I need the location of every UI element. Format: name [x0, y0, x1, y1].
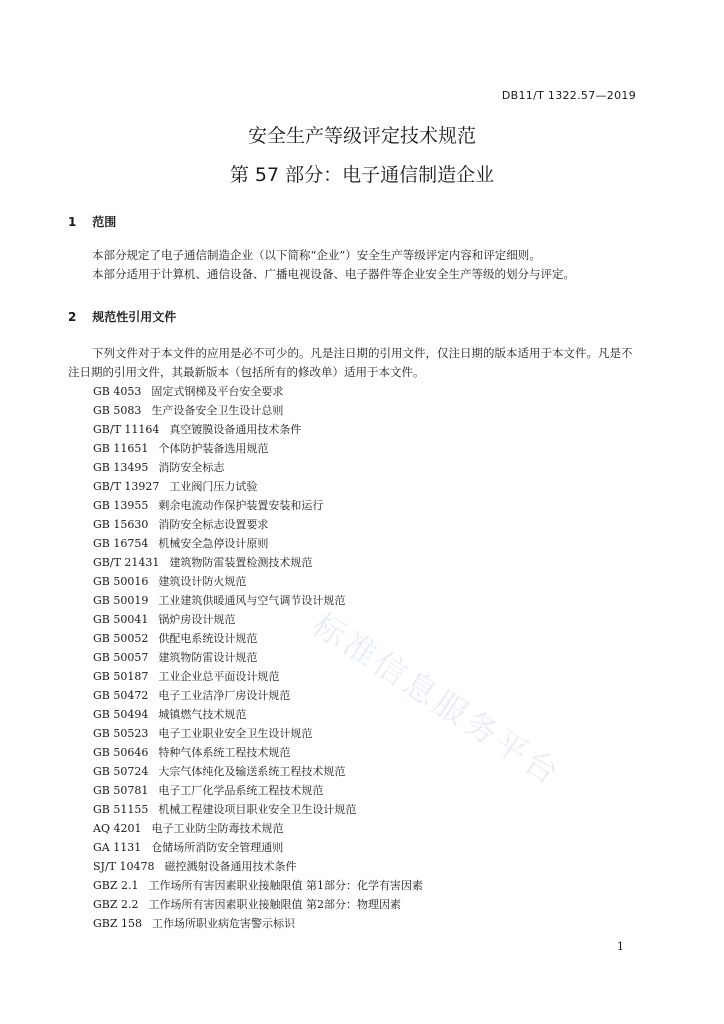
reference-title: 锅炉房设计规范 [158, 613, 236, 626]
reference-title: 大宗气体纯化及输送系统工程技术规范 [158, 765, 346, 778]
reference-code: GB 4053 [93, 385, 142, 398]
section-title: 规范性引用文件 [92, 310, 177, 324]
paragraph: 本部分规定了电子通信制造企业（以下简称“企业”）安全生产等级评定内容和评定细则。 [92, 248, 541, 262]
reference-item [93, 401, 633, 420]
reference-code: GB 50187 [93, 670, 149, 683]
reference-item [93, 838, 633, 857]
reference-code: GB 50646 [93, 746, 149, 759]
reference-code: GB 50041 [93, 613, 149, 626]
reference-code: AQ 4201 [93, 822, 142, 835]
page-number: 1 [617, 940, 624, 953]
section-heading-scope [68, 213, 116, 230]
reference-code: GB/T 11164 [93, 423, 160, 436]
reference-code: GB 11651 [93, 442, 149, 455]
watermark: 标准信息服务平台 [306, 605, 569, 794]
reference-code: GBZ 158 [93, 917, 143, 930]
reference-title: 工作场所职业病危害警示标识 [152, 917, 296, 930]
reference-title: 剩余电流动作保护装置安装和运行 [158, 499, 324, 512]
reference-title: 特种气体系统工程技术规范 [158, 746, 291, 759]
paragraph: 下列文件对于本文件的应用是必不可少的。凡是注日期的引用文件，仅注日期的版本适用于本文件。凡是不注日期的引用文件，其最新版本（包括所有的修改单）适用于本文件。 [68, 346, 633, 379]
reference-title: 工作场所有害因素职业接触限值 第1部分：化学有害因素 [148, 879, 424, 892]
section-scope-body [68, 246, 634, 284]
reference-code: GB/T 21431 [93, 556, 160, 569]
reference-title: 建筑物防雷设计规范 [158, 651, 258, 664]
reference-item [93, 781, 633, 800]
document-title: 安全生产等级评定技术规范 [247, 125, 476, 147]
reference-title: 消防安全标志 [158, 461, 225, 474]
reference-title: 固定式钢梯及平台安全要求 [151, 385, 284, 398]
reference-item [93, 420, 633, 439]
reference-code: GB 15630 [93, 518, 149, 531]
reference-code: GB 50472 [93, 689, 149, 702]
reference-code: GB 50052 [93, 632, 149, 645]
reference-item [93, 382, 633, 401]
reference-item [93, 591, 633, 610]
reference-title: 电子工业职业安全卫生设计规范 [158, 727, 313, 740]
section-number: 1 [68, 215, 77, 229]
reference-title: 生产设备安全卫生设计总则 [151, 404, 284, 417]
reference-item [93, 686, 633, 705]
reference-code: GB 51155 [93, 803, 149, 816]
reference-item [93, 857, 633, 876]
reference-title: 真空镀膜设备通用技术条件 [169, 423, 302, 436]
reference-item [93, 553, 633, 572]
reference-code: GBZ 2.2 [93, 898, 139, 911]
reference-code: GB 5083 [93, 404, 142, 417]
section-heading-normative-references [68, 308, 176, 325]
reference-item [93, 458, 633, 477]
reference-title: 电子工业防尘防毒技术规范 [151, 822, 284, 835]
reference-item [93, 762, 633, 781]
reference-item [93, 648, 633, 667]
reference-item [93, 914, 633, 933]
reference-item [93, 629, 633, 648]
reference-title: 工业企业总平面设计规范 [158, 670, 280, 683]
reference-title: 工业阀门压力试验 [169, 480, 258, 493]
reference-item [93, 743, 633, 762]
reference-item [93, 800, 633, 819]
reference-code: GB 13955 [93, 499, 149, 512]
reference-code: GB 50724 [93, 765, 149, 778]
document-subtitle: 第 57 部分：电子通信制造企业 [229, 164, 495, 186]
reference-item [93, 515, 633, 534]
reference-item [93, 496, 633, 515]
reference-item [93, 724, 633, 743]
reference-code: GB 50016 [93, 575, 149, 588]
reference-title: 机械工程建设项目职业安全卫生设计规范 [158, 803, 357, 816]
reference-code: GB/T 13927 [93, 480, 160, 493]
reference-title: 机械安全急停设计原则 [158, 537, 269, 550]
reference-code: GB 13495 [93, 461, 149, 474]
reference-title: 城镇燃气技术规范 [158, 708, 247, 721]
reference-item [93, 439, 633, 458]
reference-title: 工业建筑供暖通风与空气调节设计规范 [158, 594, 346, 607]
reference-title: 磁控溅射设备通用技术条件 [164, 860, 297, 873]
reference-title: 消防安全标志设置要求 [158, 518, 269, 531]
reference-title: 建筑物防雷装置检测技术规范 [169, 556, 313, 569]
reference-code: GA 1131 [93, 841, 142, 854]
reference-item [93, 572, 633, 591]
reference-item [93, 534, 633, 553]
reference-item [93, 667, 633, 686]
reference-code: GB 50494 [93, 708, 149, 721]
reference-item [93, 895, 633, 914]
reference-title: 工作场所有害因素职业接触限值 第2部分：物理因素 [148, 898, 402, 911]
reference-code: SJ/T 10478 [93, 860, 155, 873]
reference-title: 个体防护装备选用规范 [158, 442, 269, 455]
document-number: DB11/T 1322.57—2019 [501, 89, 636, 102]
reference-item [93, 819, 633, 838]
paragraph: 本部分适用于计算机、通信设备、广播电视设备、电子器件等企业安全生产等级的划分与评定。 [92, 267, 575, 281]
reference-title: 电子工厂化学品系统工程技术规范 [158, 784, 324, 797]
reference-code: GB 50523 [93, 727, 149, 740]
reference-item [93, 705, 633, 724]
reference-item [93, 610, 633, 629]
section-title: 范围 [92, 215, 117, 229]
reference-code: GBZ 2.1 [93, 879, 139, 892]
reference-code: GB 16754 [93, 537, 149, 550]
reference-title: 仓储场所消防安全管理通则 [151, 841, 284, 854]
reference-title: 供配电系统设计规范 [158, 632, 258, 645]
reference-code: GB 50057 [93, 651, 149, 664]
section-number: 2 [68, 310, 77, 324]
reference-item [93, 477, 633, 496]
reference-list [93, 382, 633, 933]
reference-title: 建筑设计防火规范 [158, 575, 247, 588]
reference-title: 电子工业洁净厂房设计规范 [158, 689, 291, 702]
reference-item [93, 876, 633, 895]
section-references-body [68, 344, 634, 382]
reference-code: GB 50019 [93, 594, 149, 607]
reference-code: GB 50781 [93, 784, 149, 797]
